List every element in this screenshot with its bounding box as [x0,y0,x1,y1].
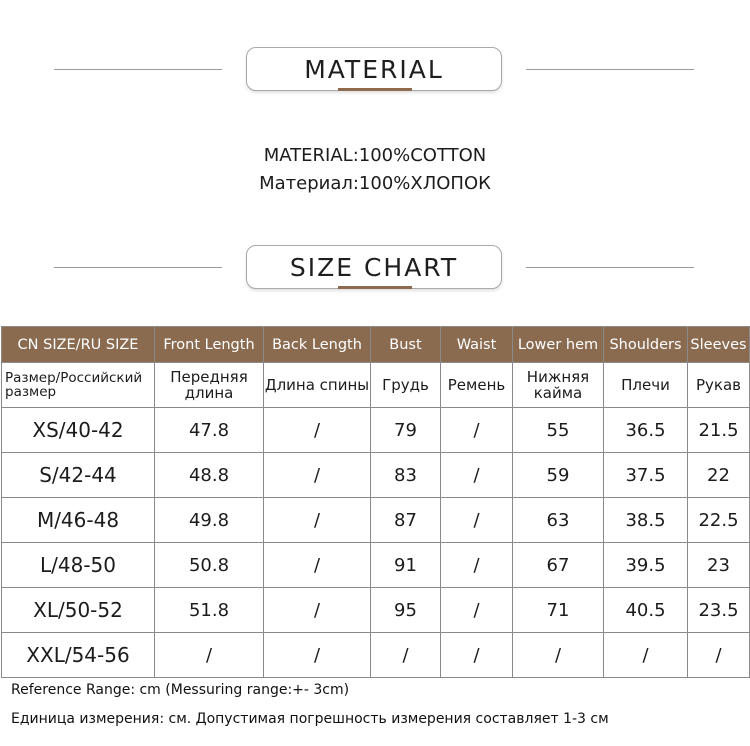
size-cell: S/42-44 [2,453,155,498]
table-cell: 87 [371,498,441,543]
table-cell: 48.8 [155,453,264,498]
divider-right [526,267,694,268]
material-title: MATERIAL [246,47,502,91]
material-line-en: MATERIAL:100%COTTON [263,145,487,166]
header-row-ru [2,363,750,408]
header-cell: Рукав [688,363,750,408]
table-cell: 83 [371,453,441,498]
table-cell: / [264,543,371,588]
header-cell: CN SIZE/RU SIZE [2,327,155,363]
table-row [2,588,750,633]
table-cell: / [513,633,604,678]
table-cell: 37.5 [604,453,688,498]
size-cell: M/46-48 [2,498,155,543]
table-cell: / [155,633,264,678]
header-cell: Lower hem [513,327,604,363]
size-chart-title: SIZE CHART [246,245,502,289]
table-cell: 23.5 [688,588,750,633]
table-row [2,498,750,543]
table-cell: / [264,633,371,678]
table-cell: 63 [513,498,604,543]
size-chart-heading [0,245,750,291]
table-cell: / [441,408,513,453]
table-cell: 50.8 [155,543,264,588]
size-cell: XL/50-52 [2,588,155,633]
header-cell: Shoulders [604,327,688,363]
table-cell: 91 [371,543,441,588]
table-cell: 22 [688,453,750,498]
table-row [2,453,750,498]
size-cell: XXL/54-56 [2,633,155,678]
table-cell: 21.5 [688,408,750,453]
table-cell: / [441,498,513,543]
table-cell: / [441,543,513,588]
table-cell: 59 [513,453,604,498]
table-cell: 95 [371,588,441,633]
material-heading [0,47,750,93]
header-cell: Нижняя кайма [513,363,604,408]
size-cell: XS/40-42 [2,408,155,453]
table-row [2,408,750,453]
table-cell: / [371,633,441,678]
table-row [2,543,750,588]
table-cell: 39.5 [604,543,688,588]
title-accent-bar [338,286,412,289]
header-cell: Front Length [155,327,264,363]
header-cell: Sleeves [688,327,750,363]
header-cell: Back Length [264,327,371,363]
divider-left [54,69,222,70]
size-cell: L/48-50 [2,543,155,588]
material-line-ru: Материал:100%ХЛОПОК [259,173,491,194]
table-cell: 51.8 [155,588,264,633]
table-cell: 36.5 [604,408,688,453]
header-cell: Waist [441,327,513,363]
table-cell: / [264,453,371,498]
table-cell: 40.5 [604,588,688,633]
header-cell: Bust [371,327,441,363]
header-cell: Грудь [371,363,441,408]
table-cell: 67 [513,543,604,588]
table-cell: 55 [513,408,604,453]
table-row [2,633,750,678]
table-cell: / [688,633,750,678]
table-cell: / [441,633,513,678]
table-cell: / [264,408,371,453]
header-cell: Плечи [604,363,688,408]
reference-range-en: Reference Range: cm (Messuring range:+- 3cm) [11,682,350,698]
table-cell: 79 [371,408,441,453]
table-cell: / [264,498,371,543]
table-cell: 38.5 [604,498,688,543]
table-cell: / [264,588,371,633]
table-cell: 71 [513,588,604,633]
size-chart-table [1,326,750,678]
header-cell: Длина спины [264,363,371,408]
header-cell: Ремень [441,363,513,408]
material-description [0,142,750,198]
header-cell: Передняя длина [155,363,264,408]
table-cell: 22.5 [688,498,750,543]
table-cell: / [441,588,513,633]
header-cell: Размер/Российский размер [2,363,155,408]
divider-right [526,69,694,70]
table-cell: 23 [688,543,750,588]
header-row-en [2,327,750,363]
table-cell: / [441,453,513,498]
divider-left [54,267,222,268]
title-accent-bar [338,88,412,91]
reference-range-ru: Единица измерения: см. Допустимая погрешность измерения составляет 1-3 см [11,711,609,727]
table-cell: 47.8 [155,408,264,453]
table-cell: 49.8 [155,498,264,543]
table-cell: / [604,633,688,678]
